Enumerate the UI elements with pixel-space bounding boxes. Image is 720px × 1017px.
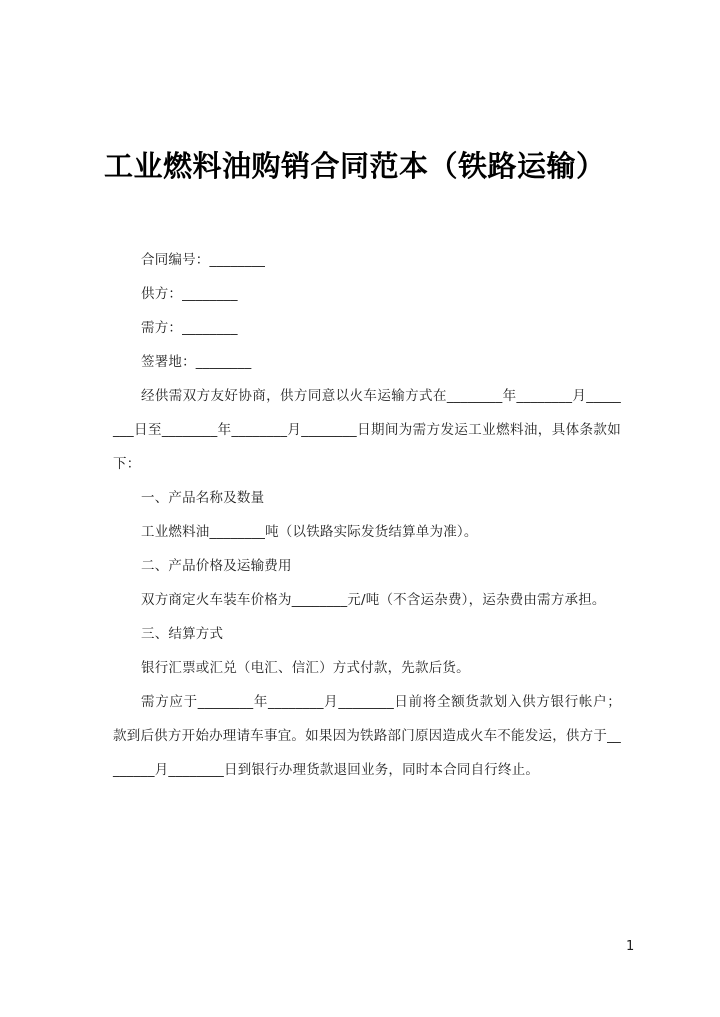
- signing-place-line: 签署地：________: [141, 354, 252, 370]
- buyer-line: 需方：________: [141, 320, 238, 336]
- document-body: [113, 243, 621, 787]
- section-three-body-2: 需方应于________年________月________日前将全额货款划入供方银行帐户；款到后供方开始办理请车事宜。如果因为铁路部门原因造成火车不能发运，供方于________月________日到银行办理货款退回业务，同时本合同自行终止。: [113, 694, 621, 778]
- section-one-heading: 一、产品名称及数量: [141, 490, 265, 506]
- section-two-body: 双方商定火车装车价格为________元/吨（不含运杂费），运杂费由需方承担。: [141, 592, 606, 608]
- supplier-line: 供方：________: [141, 286, 238, 302]
- section-three-heading: 三、结算方式: [141, 626, 224, 642]
- section-two-heading: 二、产品价格及运输费用: [141, 558, 292, 574]
- page-number: 1: [626, 939, 635, 954]
- preamble-paragraph: 经供需双方友好协商，供方同意以火车运输方式在________年________月________日至________年________月________日期间为需方发运工业燃料油，具体条款如下：: [113, 388, 621, 472]
- contract-number-line: 合同编号：________: [141, 252, 266, 268]
- page-title: 工业燃料油购销合同范本（铁路运输）: [104, 149, 606, 183]
- section-three-body-1: 银行汇票或汇兑（电汇、信汇）方式付款，先款后货。: [141, 660, 470, 676]
- section-one-body: 工业燃料油________吨（以铁路实际发货结算单为准）。: [141, 524, 478, 540]
